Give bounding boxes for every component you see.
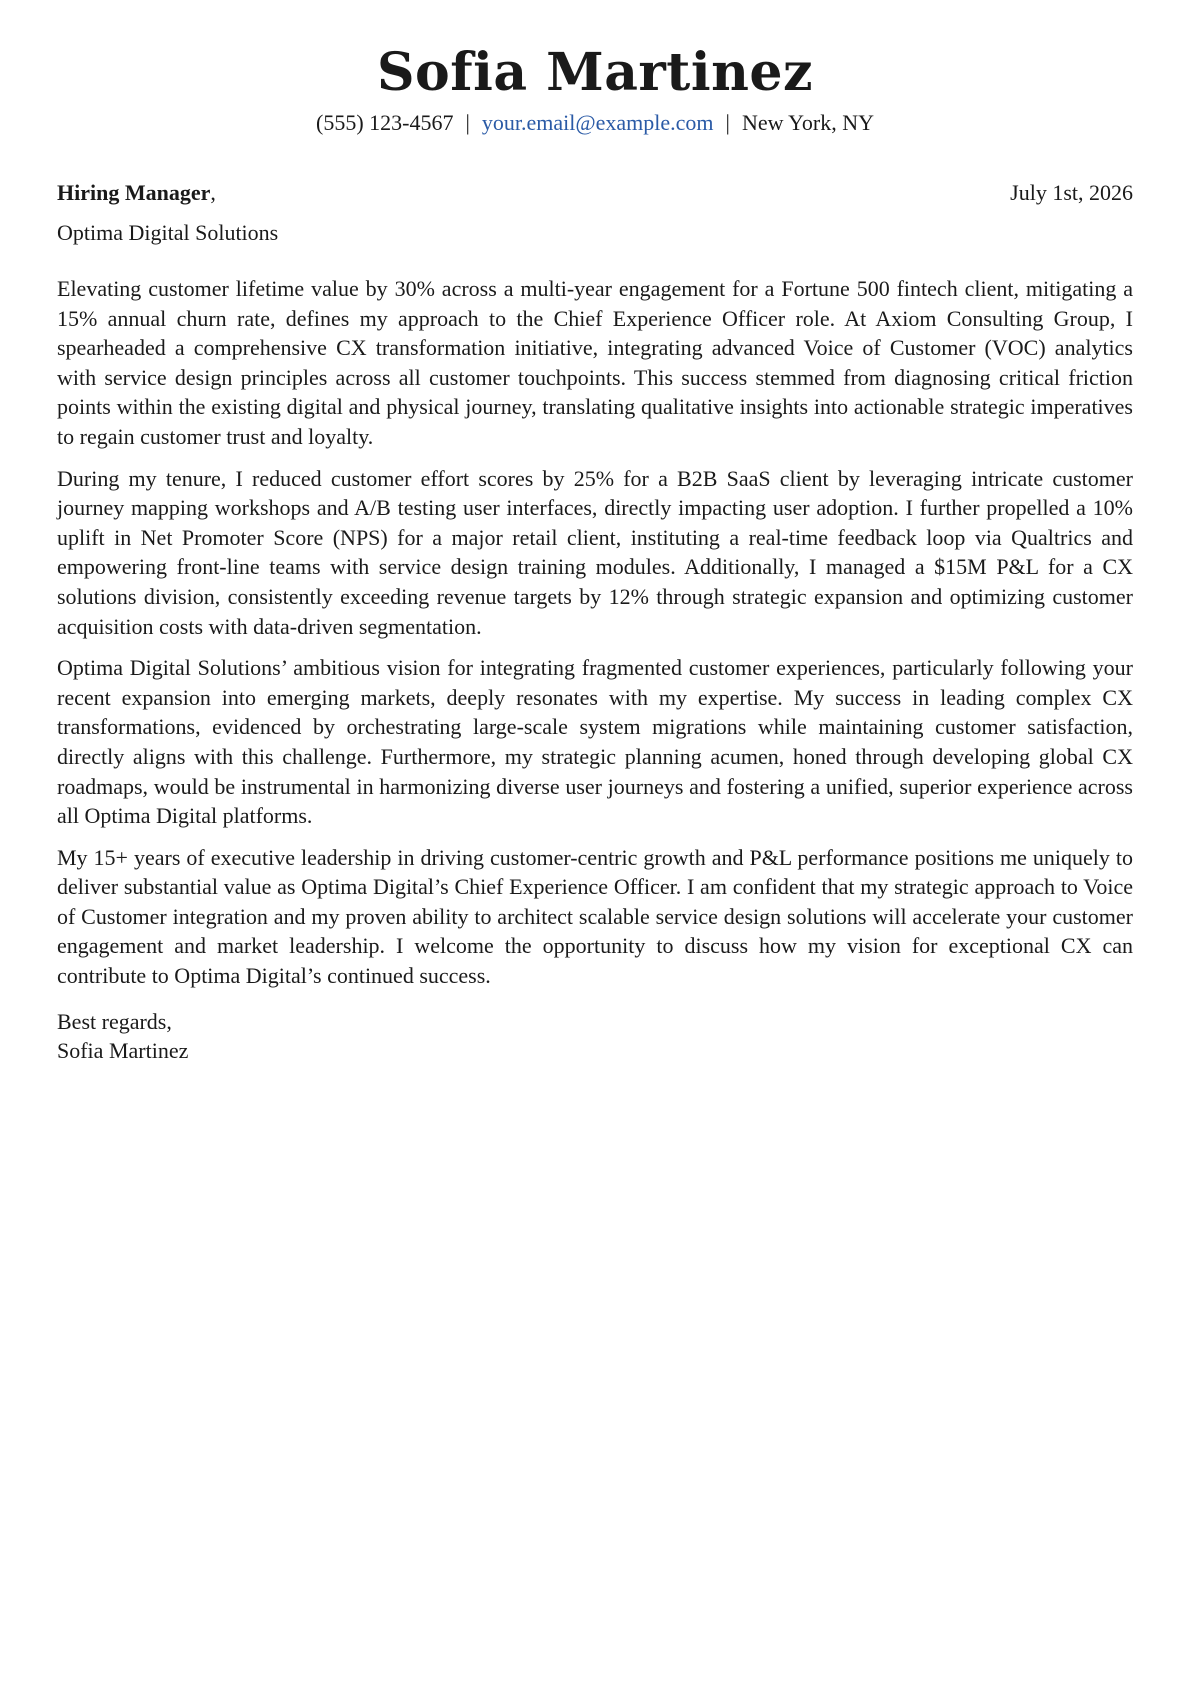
applicant-name: Sofia Martinez: [377, 42, 813, 103]
email-link[interactable]: your.email@example.com: [481, 110, 714, 135]
closing-salutation: Best regards,: [57, 1008, 172, 1034]
body-paragraph: My 15+ years of executive leadership in driving customer-centric growth and P&L performance positions me uniquely to deliver substantial value as Optima Digital’s Chief Experience Officer. I am confident that my strategic approach to Voice of Customer integration and my proven ability to architect scalable service design solutions will accelerate your customer engagement and market leadership. I welcome the opportunity to discuss how my vision for exceptional CX can contribute to Optima Digital’s continued success.: [57, 844, 1133, 989]
contact-separator: |: [465, 110, 470, 135]
cover-letter: [57, 40, 1133, 1066]
recipient-name: Hiring Manager: [57, 180, 211, 205]
body-paragraph: Elevating customer lifetime value by 30% across a multi-year engagement for a Fortune 500 fintech client, mitigating a 15% annual churn rate, defines my approach to the Chief Experience Officer role. At Axiom Consulting Group, I spearheaded a comprehensive CX transformation initiative, integrating advanced Voice of Customer (VOC) analytics with service design principles across all customer touchpoints. This success stemmed from diagnosing critical friction points within the existing digital and physical journey, translating qualitative insights into actionable strategic imperatives to regain customer trust and loyalty.: [57, 276, 1133, 449]
contact-separator: |: [725, 110, 730, 135]
letter-header: [57, 40, 1133, 138]
recipient-row: [57, 178, 1133, 208]
letter-body: [57, 274, 1133, 991]
recipient-name-suffix: ,: [210, 180, 216, 205]
letter-closing: [57, 1007, 1133, 1066]
contact-line: [57, 108, 1133, 138]
closing-signature: Sofia Martinez: [57, 1038, 189, 1064]
phone-number: (555) 123-4567: [316, 110, 454, 135]
letter-date: July 1st, 2026: [1010, 180, 1133, 205]
recipient-company: Optima Digital Solutions: [57, 220, 279, 245]
location: New York, NY: [741, 110, 874, 135]
recipient-block: [57, 178, 1133, 248]
recipient-line: [57, 178, 216, 208]
body-paragraph: During my tenure, I reduced customer effort scores by 25% for a B2B SaaS client by leveraging intricate customer journey mapping workshops and A/B testing user interfaces, directly impacting user adoption. I further propelled a 10% uplift in Net Promoter Score (NPS) for a major retail client, instituting a real-time feedback loop via Qualtrics and empowering front-line teams with service design training modules. Additionally, I managed a $15M P&L for a CX solutions division, consistently exceeding revenue targets by 12% through strategic expansion and optimizing customer acquisition costs with data-driven segmentation.: [57, 465, 1133, 639]
body-paragraph: Optima Digital Solutions’ ambitious vision for integrating fragmented customer experiences, particularly following your recent expansion into emerging markets, deeply resonates with my expertise. My success in leading complex CX transformations, evidenced by orchestrating large-scale system migrations while maintaining customer satisfaction, directly aligns with this challenge. Furthermore, my strategic planning acumen, honed through developing global CX roadmaps, would be instrumental in harmonizing diverse user journeys and fostering a unified, superior experience across all Optima Digital platforms.: [57, 655, 1133, 829]
